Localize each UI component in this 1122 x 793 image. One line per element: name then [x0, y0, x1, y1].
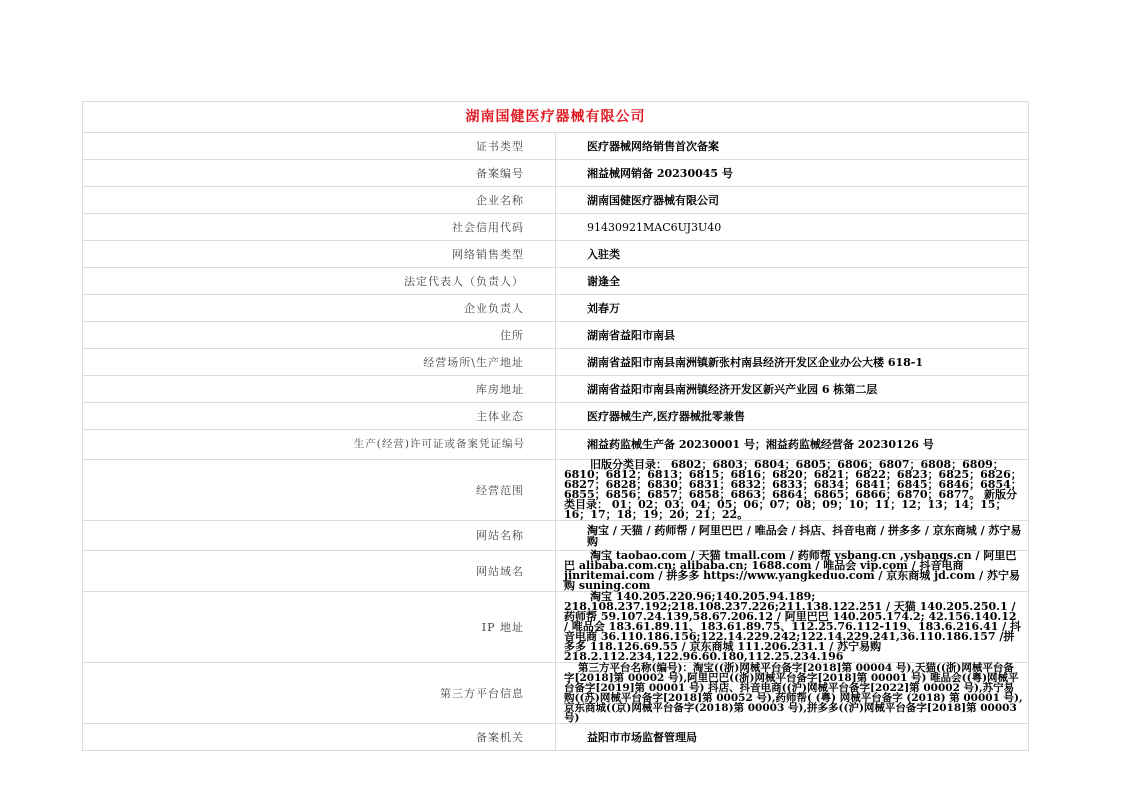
value-cert-type: 医疗器械网络销售首次备案 — [556, 133, 1029, 160]
value-record-no: 湘益械网销备 20230045 号 — [556, 160, 1029, 187]
row-cert-type — [83, 133, 1029, 160]
label-manager: 企业负责人 — [83, 295, 556, 322]
row-premises — [83, 349, 1029, 376]
row-company-name — [83, 187, 1029, 214]
record-table — [82, 101, 1029, 751]
row-manager — [83, 295, 1029, 322]
value-warehouse: 湖南省益阳市南县南洲镇经济开发区新兴产业园 6 栋第二层 — [556, 376, 1029, 403]
ip-text: 淘宝 140.205.220.96;140.205.94.189; 218.108.237.192;218.108.237.226;211.138.122.251 / 天猫 140.205.250.1 / 药师帮 59.107.24.139,58.67.206.12 / 阿里巴巴 140.205.174.2; 42.156.140.12 / 唯品会 183.61.89.11、183.61.89.75、112.25.76.112-119、183.6.216.41 / 抖音电商 36.110.186.156;122.14.229.242;122.14.229.241,36.110.186.157 /拼多多 118.126.69.55 / 京东商城 111.206.231.1 / 苏宁易购 218.2.112.234,122.96.60.180,112.25.234.196 — [564, 590, 1022, 663]
domain-text: 淘宝 taobao.com / 天猫 tmall.com / 药师帮 ysbang.cn ,ysbangs.cn / 阿里巴巴 alibaba.com.cn; alibaba.cn; 1688.com / 唯品会 vip.com / 抖音电商 jinritemai.com / 拼多多 https://www.yangkeduo.com / 京东商城 jd.com / 苏宁易购 suning.com — [564, 549, 1020, 592]
label-warehouse: 库房地址 — [83, 376, 556, 403]
label-legal-rep: 法定代表人（负责人） — [83, 268, 556, 295]
value-authority: 益阳市市场监督管理局 — [556, 724, 1029, 751]
value-business-form: 医疗器械生产,医疗器械批零兼售 — [556, 403, 1029, 430]
value-website-name: 淘宝 / 天猫 / 药师帮 / 阿里巴巴 / 唯品会 / 抖店、抖音电商 / 拼多多 / 京东商城 / 苏宁易购 — [556, 521, 1029, 551]
value-ip — [556, 592, 1029, 663]
label-company-name: 企业名称 — [83, 187, 556, 214]
value-domain — [556, 551, 1029, 592]
label-website-name: 网站名称 — [83, 521, 556, 551]
third-party-text: 第三方平台名称(编号)：淘宝((浙)网械平台备字[2018]第 00004 号),天猫((浙)网械平台备字[2018]第 00002 号),阿里巴巴((浙)网械平台备字[2018]第 00001 号) 唯品会((粤)网械平台备字[2019]第 00001 号) 抖店、抖音电商((沪)网械平台备字[2022]第 00002 号),苏宁易购((苏)网械平台备字[2018]第 00052 号),药师帮( (粤) 网械平台备字 (2018) 第 00001 号),京东商城((京)网械平台备字(2018)第 00003 号),拼多多((沪)网械平台备字[2018]第 00003 号) — [564, 662, 1023, 724]
row-sales-type — [83, 241, 1029, 268]
row-license-no — [83, 430, 1029, 460]
row-third-party — [83, 663, 1029, 724]
label-domain: 网站域名 — [83, 551, 556, 592]
label-record-no: 备案编号 — [83, 160, 556, 187]
label-cert-type: 证书类型 — [83, 133, 556, 160]
row-business-form — [83, 403, 1029, 430]
value-credit-code: 91430921MAC6UJ3U40 — [556, 214, 1029, 241]
value-company-name: 湖南国健医疗器械有限公司 — [556, 187, 1029, 214]
label-authority: 备案机关 — [83, 724, 556, 751]
row-domain — [83, 551, 1029, 592]
value-business-scope — [556, 460, 1029, 521]
value-manager: 刘春万 — [556, 295, 1029, 322]
row-website-name — [83, 521, 1029, 551]
row-residence — [83, 322, 1029, 349]
label-business-scope: 经营范围 — [83, 460, 556, 521]
label-third-party: 第三方平台信息 — [83, 663, 556, 724]
label-sales-type: 网络销售类型 — [83, 241, 556, 268]
record-sheet — [82, 101, 1029, 751]
label-ip: IP 地址 — [83, 592, 556, 663]
row-business-scope — [83, 460, 1029, 521]
label-credit-code: 社会信用代码 — [83, 214, 556, 241]
value-legal-rep: 谢逢全 — [556, 268, 1029, 295]
value-third-party — [556, 663, 1029, 724]
value-residence: 湖南省益阳市南县 — [556, 322, 1029, 349]
value-sales-type: 入驻类 — [556, 241, 1029, 268]
row-legal-rep — [83, 268, 1029, 295]
row-credit-code — [83, 214, 1029, 241]
row-ip — [83, 592, 1029, 663]
value-premises: 湖南省益阳市南县南洲镇新张村南县经济开发区企业办公大楼 618-1 — [556, 349, 1029, 376]
label-premises: 经营场所\生产地址 — [83, 349, 556, 376]
row-authority — [83, 724, 1029, 751]
label-license-no: 生产(经营)许可证或备案凭证编号 — [83, 430, 556, 460]
row-warehouse — [83, 376, 1029, 403]
business-scope-text: 旧版分类目录： 6802；6803；6804；6805；6806；6807；6808；6809；6810；6812；6813；6815；6816；6820；6821；6822；6823；6825；6826；6827；6828；6830；6831；6832；6833；6834；6841；6845；6846；6854；6855；6856；6857；6858；6863；6864；6865；6866；6870；6877。 新版分类目录： 01；02；03；04；05；06；07；08；09；10；11；12；13；14；15；16；17；18；19；20；21；22。 — [564, 458, 1022, 521]
row-record-no — [83, 160, 1029, 187]
value-license-no: 湘益药监械生产备 20230001 号；湘益药监械经营备 20230126 号 — [556, 430, 1029, 460]
company-title: 湖南国健医疗器械有限公司 — [83, 102, 1029, 133]
label-residence: 住所 — [83, 322, 556, 349]
label-business-form: 主体业态 — [83, 403, 556, 430]
